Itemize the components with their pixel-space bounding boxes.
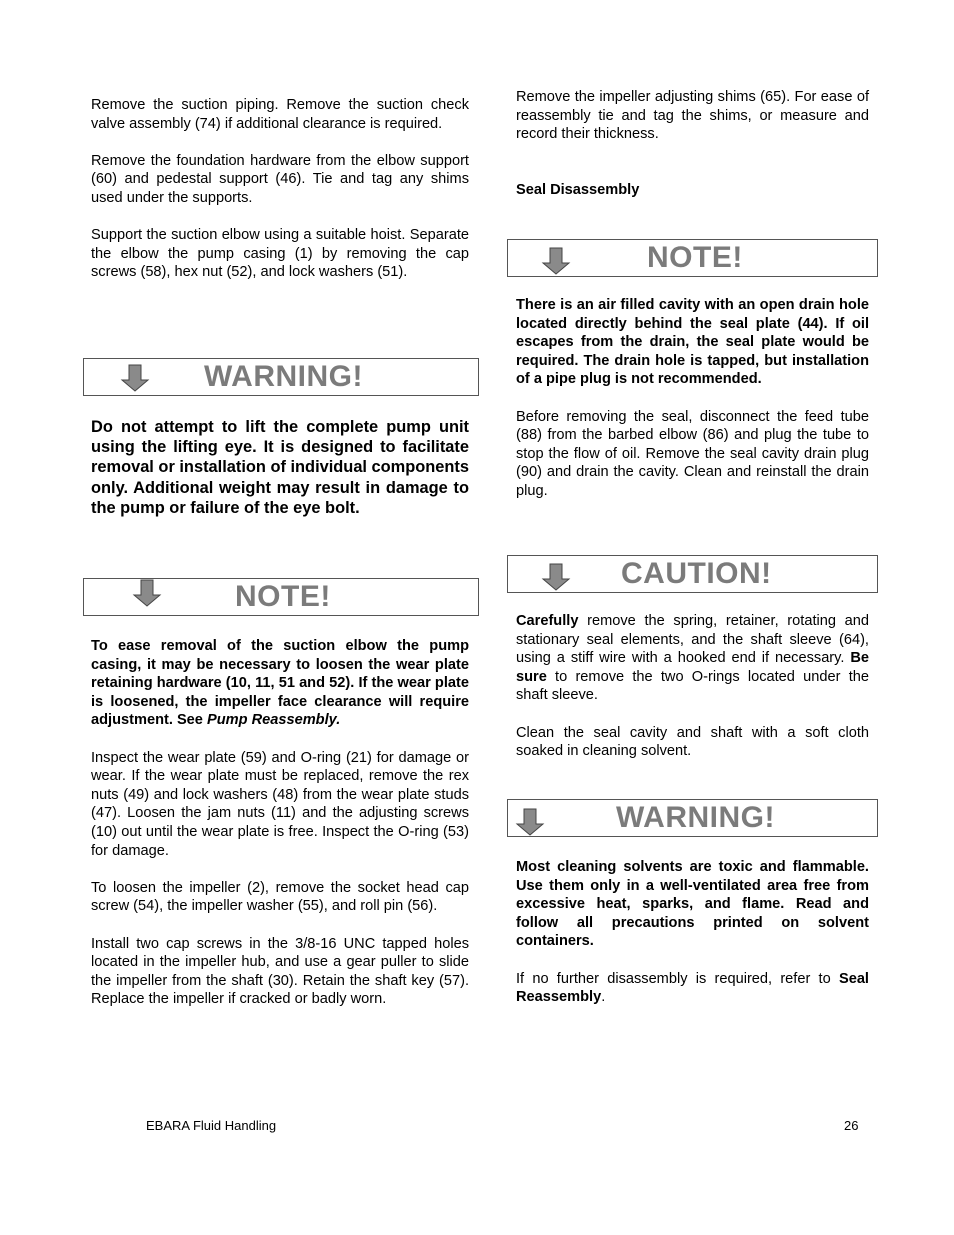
left-paragraph-6: Install two cap screws in the 3/8-16 UNC tapped holes located in the impeller hub, and use a gear puller to slide the impeller from the shaft (30). Retain the shaft key (57). Replace the impeller if cracked or badly worn. [91,935,469,1008]
right-column-middle [516,296,869,501]
right-note-box [507,239,878,277]
right-paragraph-4-text: If no further disassembly is required, refer to [516,970,839,987]
footer-company: EBARA Fluid Handling [146,1118,277,1133]
left-warning-box [83,358,479,396]
down-arrow-icon [515,808,545,836]
left-note-label: NOTE! [235,580,331,613]
caution-body-1: remove the spring, retainer, rotating and stationary seal elements, and the shaft sleeve (64), using a stiff wire with a hooked end if necessary. [516,613,869,667]
left-column-top [91,96,469,282]
footer-page-number: 26 [844,1118,859,1133]
down-arrow-icon [541,247,571,275]
right-paragraph-2: Before removing the seal, disconnect the feed tube (88) from the barbed elbow (86) and plug the tube to stop the flow of oil. Remove the seal cavity drain plug (90) and drain the cavity. Clean and reinstall the drain plug. [516,408,869,499]
right-paragraph-4-end: . [601,989,606,1006]
left-paragraph-4: Inspect the wear plate (59) and O-ring (21) for damage or wear. If the wear plate must be replaced, remove the rex nuts (49) and lock washers (48) from the wear plate studs (47). Loosen the jam nuts (11) and the adjusting screws (10) out until the wear plate is free. Inspect the O-ring (53) for damage. [91,749,469,859]
caution-text [516,612,869,705]
right-paragraph-3: Clean the seal cavity and shaft with a soft cloth soaked in cleaning solvent. [516,724,869,760]
left-warning-text: Do not attempt to lift the complete pump unit using the lifting eye. It is designed to facilitate removal or installation of individual components only. Additional weight may result in damage to the pump or failure of the eye bolt. [91,418,469,517]
caution-emphasis-be-sure: Be sure [516,650,869,685]
left-note-box [83,578,479,616]
right-column-top [516,88,869,200]
seal-reassembly-reference: Seal Reassembly [516,970,869,1006]
right-warning-text: Most cleaning solvents are toxic and flammable. Use them only in a well-ventilated area free from excessive heat, sparks, and flame. Read and follow all precautions printed on solvent containers. [516,859,869,950]
right-warning-label: WARNING! [616,801,775,834]
left-paragraph-3: Support the suction elbow using a suitable hoist. Separate the elbow the pump casing (1) by removing the cap screws (58), hex nut (52), and lock washers (51). [91,227,469,281]
left-paragraph-2: Remove the foundation hardware from the elbow support (60) and pedestal support (46). Tie and tag any shims used under the supports. [91,152,469,206]
section-heading: Seal Disassembly [516,181,640,198]
right-note-text: There is an air filled cavity with an open drain hole located directly behind the seal plate (44). If oil escapes from the drain, the seal plate would be required. The drain hole is tapped, but installation of a pipe plug is not recommended. [516,297,869,388]
left-warning-label: WARNING! [204,360,363,393]
caution-body-2: to remove the two O-rings located under the shaft sleeve. [516,668,869,704]
caution-box [507,555,878,593]
right-paragraph-4 [516,970,869,1007]
down-arrow-icon [132,579,162,607]
left-paragraph-1: Remove the suction piping. Remove the suction check valve assembly (74) if additional clearance is required. [91,97,469,132]
caution-label: CAUTION! [621,557,772,590]
left-paragraph-5: To loosen the impeller (2), remove the socket head cap screw (54), the impeller washer (55), and roll pin (56). [91,879,469,915]
left-note-text [91,637,469,730]
left-column-bottom [91,637,469,1009]
right-note-label: NOTE! [647,241,743,274]
right-column-bottom [516,858,869,1007]
down-arrow-icon [541,563,571,591]
left-note-reference: Pump Reassembly. [206,712,341,729]
left-warning-text-block [91,417,469,518]
left-note-body: To ease removal of the suction elbow the pump casing, it may be necessary to loosen the wear plate retaining hardware (10, 11, 51 and 52). If the wear plate is loosened, the impeller face clearance will require adjustment. See [91,638,469,729]
down-arrow-icon [120,364,150,392]
right-warning-box [507,799,878,837]
right-paragraph-1: Remove the impeller adjusting shims (65). For ease of reassembly tie and tag the shims, or measure and record their thickness. [516,89,869,143]
caution-emphasis-carefully: Carefully [516,613,579,629]
right-column-lower [516,612,869,761]
